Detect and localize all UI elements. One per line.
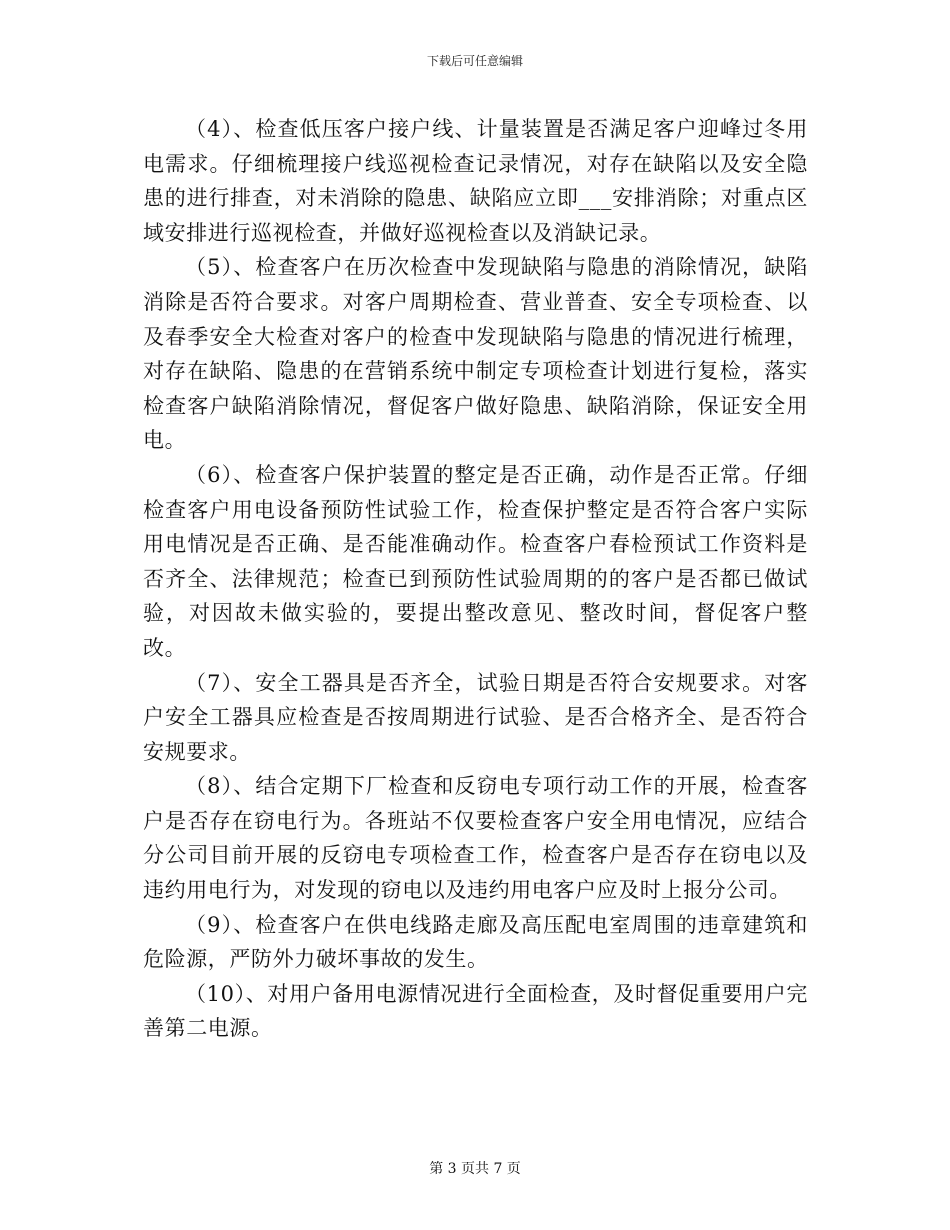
paragraph-item-6: （6）、检查客户保护装置的整定是否正确，动作是否正常。仔细检查客户用电设备预防性试验工作，检查保护整定是否符合客户实际用电情况是否正确、是否能准确动作。检查客户春检预试工作资料是否齐全、法律规范；检查已到预防性试验周期的的客户是否都已做试验，对因故未做实验的，要提出整改意见、整改时间，督促客户整改。 (143, 462, 808, 660)
document-body (143, 112, 808, 1046)
paragraph-item-7: （7）、安全工器具是否齐全，试验日期是否符合安规要求。对客户安全工器具应检查是否按周期进行试验、是否合格齐全、是否符合安规要求。 (143, 670, 808, 764)
paragraph-item-4: （4）、检查低压客户接户线、计量装置是否满足客户迎峰过冬用电需求。仔细梳理接户线巡视检查记录情况，对存在缺陷以及安全隐患的进行排查，对未消除的隐患、缺陷应立即___安排消除；对重点区域安排进行巡视检查，并做好巡视检查以及消缺记录。 (143, 117, 808, 245)
paragraph-item-9: （9）、检查客户在供电线路走廊及高压配电室周围的违章建筑和危险源，严防外力破坏事故的发生。 (143, 912, 808, 972)
paragraph-item-5: （5）、检查客户在历次检查中发现缺陷与隐患的消除情况，缺陷消除是否符合要求。对客户周期检查、营业普查、安全专项检查、以及春季安全大检查对客户的检查中发现缺陷与隐患的情况进行梳理，对存在缺陷、隐患的在营销系统中制定专项检查计划进行复检，落实检查客户缺陷消除情况，督促客户做好隐患、缺陷消除，保证安全用电。 (143, 255, 808, 453)
paragraph-item-10: （10）、对用户备用电源情况进行全面检查，及时督促重要用户完善第二电源。 (143, 981, 808, 1041)
page-footer: 第 3 页共 7 页 (429, 1161, 521, 1177)
page-header: 下载后可任意编辑 (426, 54, 523, 68)
paragraph-item-8: （8）、结合定期下厂检查和反窃电专项行动工作的开展，检查客户是否存在窃电行为。各班站不仅要检查客户安全用电情况，应结合分公司目前开展的反窃电专项检查工作，检查客户是否存在窃电以及违约用电行为，对发现的窃电以及违约用电客户应及时上报分公司。 (143, 774, 808, 903)
